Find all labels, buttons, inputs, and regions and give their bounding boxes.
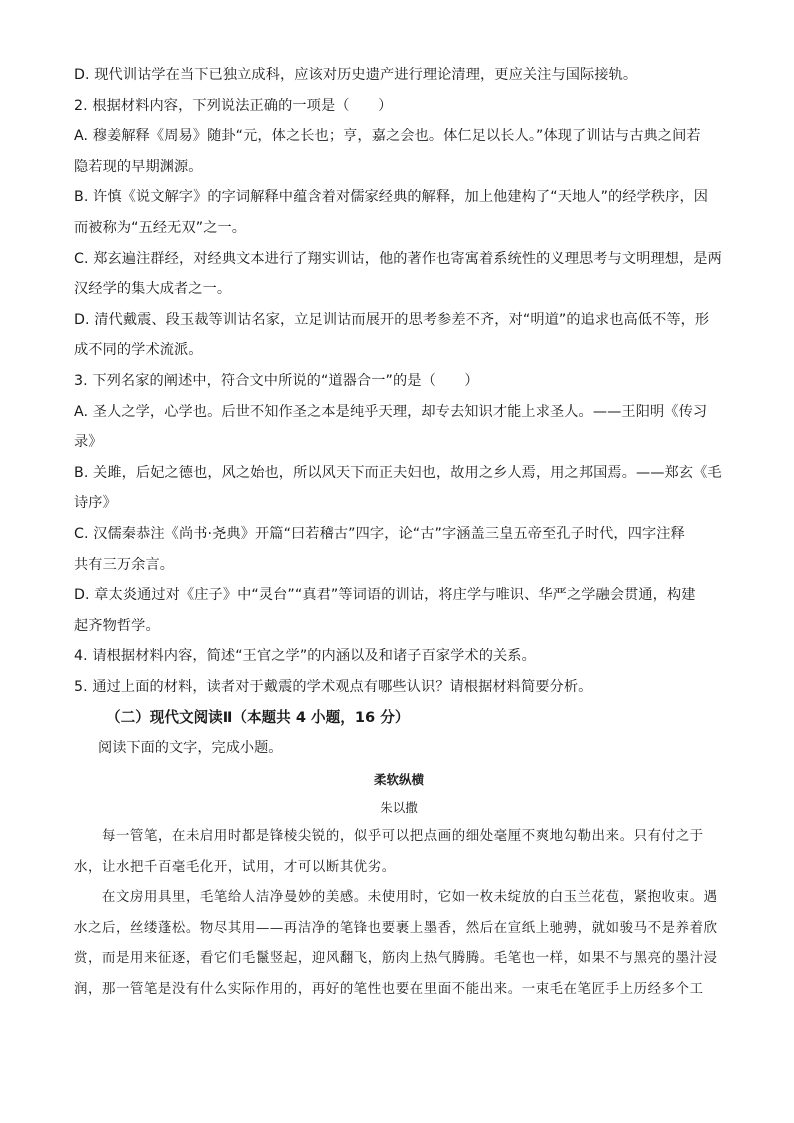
essay-paragraph <box>74 822 724 883</box>
essay-author: 朱以撒 <box>380 800 418 816</box>
text-line: 汉经学的集大成者之一。 <box>74 281 232 298</box>
essay-title: 柔软纵横 <box>373 772 424 788</box>
question-item <box>74 244 724 305</box>
text-line: C. 郑玄遍注群经，对经典文本进行了翔实训诂，他的著作也寄寓着系统性的义理思考与文明理想，是两 <box>74 250 722 267</box>
section-instruction: 阅读下面的文字，完成小题。 <box>98 740 283 757</box>
question-item <box>74 519 724 580</box>
text-line: 水之后，丝缕蓬松。物尽其用——再洁净的笔锋也要裹上墨香，然后在宣纸上驰骋，就如骏马不是养着欣 <box>74 920 718 936</box>
text-line: 2. 根据材料内容，下列说法正确的一项是（ ） <box>74 97 393 114</box>
essay <box>74 766 724 1036</box>
text-line: 赏，而是用来征逐，看它们毛鬣竖起，迎风翻飞，筋肉上热气腾腾。毛笔也一样，如果不与黑亮的墨汁浸 <box>74 951 718 967</box>
text-line: 而被称为“五经无双”之一。 <box>74 219 247 236</box>
question-item <box>74 458 724 519</box>
text-line: 每一管笔，在未启用时都是锋棱尖锐的，似乎可以把点画的细处毫厘不爽地勾勒出来。只有付之于 <box>102 829 704 845</box>
text-line: 成不同的学术流派。 <box>74 342 203 359</box>
text-line: 5. 通过上面的材料，读者对于戴震的学术观点有哪些认识？请根据材料简要分析。 <box>74 678 593 695</box>
text-line: 在文房用具里，毛笔给人洁净曼妙的美感。未使用时，它如一枚未绽放的白玉兰花苞，紧抱收束。遇 <box>102 890 718 906</box>
text-line: B. 关雎，后妃之德也，风之始也，所以风天下而正夫妇也，故用之乡人焉，用之邦国焉。——郑玄《毛 <box>74 464 722 481</box>
text-line: D. 现代训诂学在当下已独立成科，应该对历史遗产进行理论清理，更应关注与国际接轨。 <box>74 67 638 83</box>
essay-paragraph <box>74 883 724 1036</box>
text-line: 起齐物哲学。 <box>74 617 160 634</box>
question-item <box>74 366 724 397</box>
text-line: B. 许慎《说文解字》的字词解释中蕴含着对儒家经典的解释，加上他建构了“天地人”的经学秩序，因 <box>74 189 709 206</box>
text-line: A. 穆姜解释《周易》随卦“元，体之长也；亨，嘉之会也。体仁足以长人。”体现了训诂与古典之间若 <box>74 128 701 145</box>
questions-block <box>74 60 724 702</box>
question-item <box>74 580 724 641</box>
text-line: D. 清代戴震、段玉裁等训诂名家，立足训诂而展开的思考参差不齐，对“明道”的追求也高低不等，形 <box>74 311 710 328</box>
text-line: C. 汉儒秦恭注《尚书·尧典》开篇“曰若稽古”四字，论“古”字涵盖三皇五帝至孔子时代，四字注释 <box>74 525 685 542</box>
text-line: 水，让水把千百毫毛化开，试用，才可以断其优劣。 <box>74 859 396 875</box>
question-item <box>74 641 724 672</box>
question-item <box>74 91 724 122</box>
text-line: A. 圣人之学，心学也。后世不知作圣之本是纯乎天理，却专去知识才能上求圣人。——王阳明《传习 <box>74 403 708 420</box>
section-heading: （二）现代文阅读Ⅱ（本题共 4 小题，16 分） <box>106 709 410 727</box>
text-line: 3. 下列名家的阐述中，符合文中所说的“道器合一”的是（ ） <box>74 372 479 389</box>
text-line <box>74 1005 724 1036</box>
text-line: 隐若现的早期渊源。 <box>74 158 203 175</box>
text-line: 共有三万余言。 <box>74 556 175 573</box>
text-line: 诗序》 <box>74 495 117 512</box>
text-line: D. 章太炎通过对《庄子》中“灵台”“真君”等词语的训诂，将庄学与唯识、华严之学融会贯通，构建 <box>74 587 696 604</box>
question-item <box>74 397 724 458</box>
question-item <box>74 672 724 703</box>
text-line: 4. 请根据材料内容，简述“王官之学”的内涵以及和诸子百家学术的关系。 <box>74 648 536 665</box>
question-item <box>74 60 724 91</box>
document-page <box>74 60 724 1036</box>
text-line: 润，那一管笔是没有什么实际作用的，再好的笔性也要在里面不能出来。一束毛在笔匠手上历经多个工 <box>74 981 704 997</box>
question-item <box>74 182 724 243</box>
text-line: 录》 <box>74 434 103 451</box>
question-item <box>74 121 724 182</box>
question-item <box>74 305 724 366</box>
